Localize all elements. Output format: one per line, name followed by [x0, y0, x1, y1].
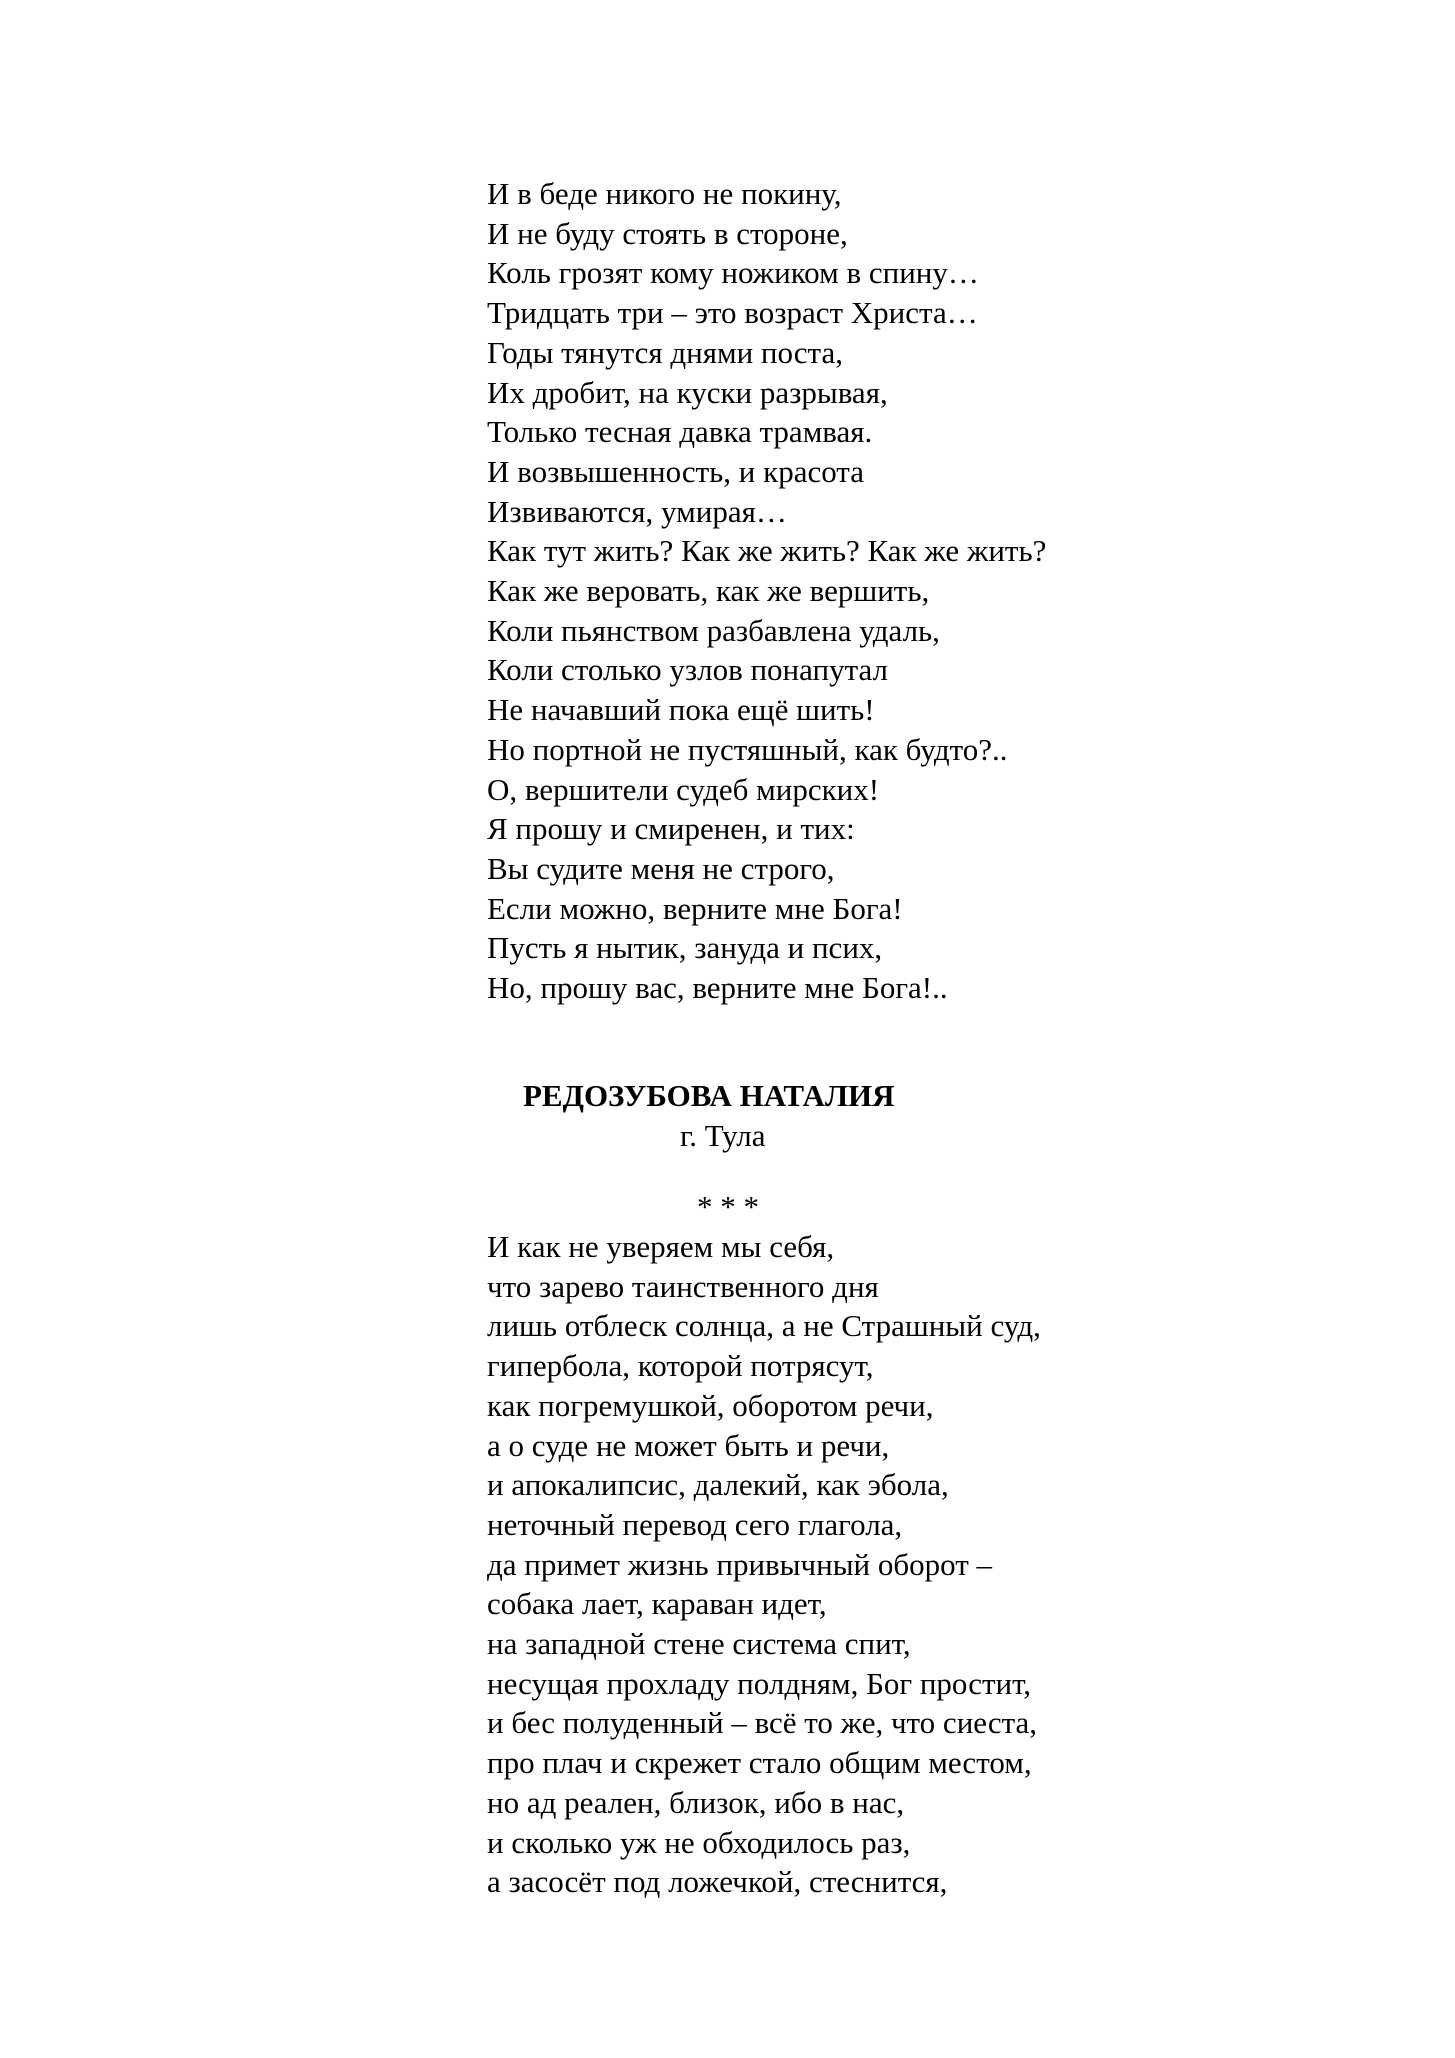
- section-separator: * * *: [697, 1189, 759, 1224]
- poem-line: Как тут жить? Как же жить? Как же жить?: [487, 533, 1047, 569]
- poem-line: про плач и скрежет стало общим местом,: [487, 1745, 1032, 1781]
- poem-line: несущая прохладу полдням, Бог простит,: [487, 1665, 1032, 1701]
- poem-line: как погремушкой, оборотом речи,: [487, 1387, 934, 1423]
- poem-first: [487, 174, 1046, 1008]
- poem-line: О, вершители судеб мирских!: [487, 771, 880, 807]
- poem-line: Их дробит, на куски разрывая,: [487, 374, 888, 410]
- poem-line: И не буду стоять в стороне,: [487, 215, 848, 251]
- author-city: г. Тула: [680, 1118, 766, 1153]
- poem-line: и сколько уж не обходилось раз,: [487, 1824, 911, 1860]
- poem-line: Но, прошу вас, верните мне Бога!..: [487, 970, 948, 1006]
- poem-line: что зарево таинственного дня: [487, 1268, 879, 1304]
- poem-line: Как же веровать, как же вершить,: [487, 573, 930, 609]
- poem-line: Коли пьянством разбавлена удаль,: [487, 612, 940, 648]
- poem-line: да примет жизнь привычный оборот –: [487, 1546, 993, 1582]
- poem-line: и апокалипсис, далекий, как эбола,: [487, 1467, 949, 1503]
- poem-line: гипербола, которой потрясут,: [487, 1348, 874, 1384]
- poem-line: И возвышенность, и красота: [487, 453, 864, 489]
- poem-line: Пусть я нытик, зануда и псих,: [487, 930, 883, 966]
- poem-line: И в беде никого не покину,: [487, 176, 842, 211]
- poem-line: но ад реален, близок, ибо в нас,: [487, 1784, 905, 1820]
- poem-line: Не начавший пока ещё шить!: [487, 692, 875, 728]
- poem-line: Только тесная давка трамвая.: [487, 414, 873, 450]
- poem-line: Извиваются, умирая…: [487, 493, 787, 529]
- poem-line: Но портной не пустяшный, как будто?..: [487, 731, 1008, 767]
- poem-line: и бес полуденный – всё то же, что сиеста,: [487, 1705, 1038, 1741]
- poem-line: Если можно, верните мне Бога!: [487, 890, 903, 926]
- poem-line: на западной стене система спит,: [487, 1626, 911, 1662]
- poem-line: а о суде не может быть и речи,: [487, 1427, 890, 1463]
- poem-line: И как не уверяем мы себя,: [487, 1229, 835, 1264]
- poem-line: а засосёт под ложечкой, стеснится,: [487, 1864, 948, 1900]
- poem-line: Вы судите меня не строго,: [487, 850, 835, 886]
- poem-line: Годы тянутся днями поста,: [487, 334, 843, 370]
- poem-line: Я прошу и смиренен, и тих:: [487, 811, 855, 847]
- poem-line: Коли столько узлов понапутал: [487, 652, 889, 688]
- poem-line: собака лает, караван идет,: [487, 1586, 827, 1622]
- poem-line: неточный перевод сего глагола,: [487, 1506, 903, 1542]
- author-name: РЕДОЗУБОВА НАТАЛИЯ: [523, 1078, 895, 1113]
- poem-line: Тридцать три – это возраст Христа…: [487, 295, 978, 331]
- poem-second: [487, 1227, 1041, 1902]
- poem-line: Коль грозят кому ножиком в спину…: [487, 255, 979, 291]
- poem-line: лишь отблеск солнца, а не Страшный суд,: [487, 1308, 1041, 1344]
